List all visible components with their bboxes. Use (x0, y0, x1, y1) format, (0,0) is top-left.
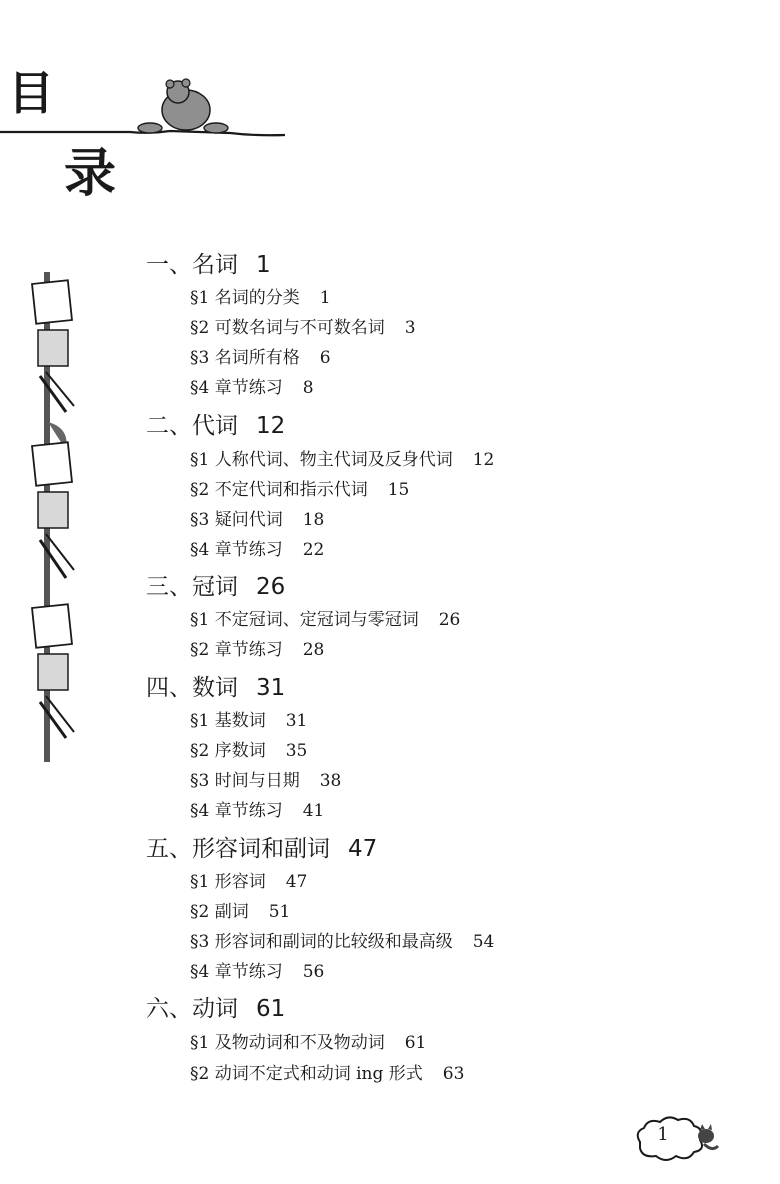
toc-section[interactable]: §2 动词不定式和动词 ing 形式 63 (190, 1064, 465, 1084)
toc-chapter[interactable]: 四、数词 31 (146, 675, 286, 701)
toc-section[interactable]: §1 人称代词、物主代词及反身代词 12 (190, 450, 495, 470)
toc-section[interactable]: §1 名词的分类 1 (190, 288, 331, 308)
page-number: 1 (657, 1124, 669, 1145)
toc-section[interactable]: §4 章节练习 22 (190, 540, 325, 560)
toc-section[interactable]: §3 形容词和副词的比较级和最高级 54 (190, 932, 495, 952)
toc-section[interactable]: §1 不定冠词、定冠词与零冠词 26 (190, 610, 461, 630)
toc-section[interactable]: §3 疑问代词 18 (190, 510, 325, 530)
title-char-mu: 目 (8, 66, 54, 120)
toc-chapter[interactable]: 三、冠词 26 (146, 574, 286, 600)
toc-chapter[interactable]: 六、动词 61 (146, 996, 286, 1022)
toc-section[interactable]: §1 及物动词和不及物动词 61 (190, 1033, 427, 1053)
toc-section[interactable]: §2 可数名词与不可数名词 3 (190, 318, 416, 338)
toc-section[interactable]: §1 形容词 47 (190, 872, 308, 892)
toc-chapter[interactable]: 一、名词 1 (146, 252, 271, 278)
title-char-lu: 录 (64, 144, 117, 204)
toc-section[interactable]: §4 章节练习 56 (190, 962, 325, 982)
toc-section[interactable]: §2 不定代词和指示代词 15 (190, 480, 410, 500)
toc-section[interactable]: §3 名词所有格 6 (190, 348, 331, 368)
toc-section[interactable]: §2 副词 51 (190, 902, 291, 922)
toc-chapter[interactable]: 二、代词 12 (146, 413, 286, 439)
toc-section[interactable]: §1 基数词 31 (190, 711, 308, 731)
toc-chapter[interactable]: 五、形容词和副词 47 (146, 836, 378, 862)
toc-section[interactable]: §2 章节练习 28 (190, 640, 325, 660)
toc-section[interactable]: §4 章节练习 8 (190, 378, 314, 398)
toc-section[interactable]: §2 序数词 35 (190, 741, 308, 761)
toc-section[interactable]: §3 时间与日期 38 (190, 771, 342, 791)
toc-section[interactable]: §4 章节练习 41 (190, 801, 325, 821)
